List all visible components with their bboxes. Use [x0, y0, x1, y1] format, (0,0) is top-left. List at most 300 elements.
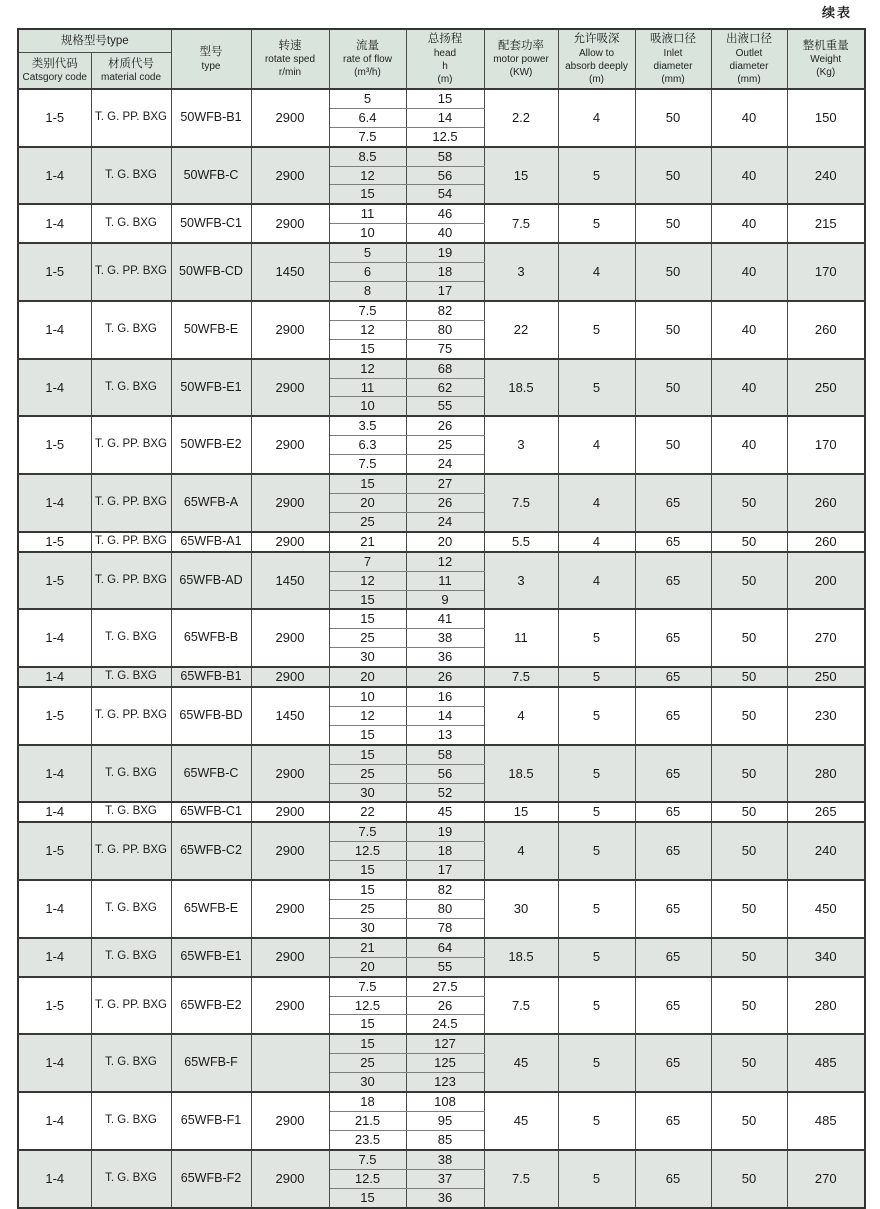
table-row — [18, 880, 865, 899]
head-cell: 82 — [406, 880, 484, 899]
absorb-cell: 4 — [558, 89, 635, 147]
speed-cell: 2900 — [251, 609, 329, 667]
flow-cell: 20 — [329, 493, 406, 512]
flow-cell: 15 — [329, 590, 406, 609]
head-cell: 52 — [406, 783, 484, 802]
speed-cell: 2900 — [251, 822, 329, 880]
absorb-cell: 5 — [558, 1034, 635, 1092]
material-cell: T. G. BXG — [91, 745, 171, 803]
material-cell: T. G. PP. BXG — [91, 532, 171, 552]
header-line: type — [201, 60, 221, 72]
model-cell: 65WFB-C2 — [171, 822, 251, 880]
model-cell: 65WFB-B1 — [171, 667, 251, 687]
outlet-cell: 50 — [711, 1034, 787, 1092]
power-cell: 5.5 — [484, 532, 558, 552]
speed-cell: 2900 — [251, 1092, 329, 1150]
flow-cell: 8 — [329, 282, 406, 301]
power-cell: 45 — [484, 1034, 558, 1092]
power-cell: 45 — [484, 1092, 558, 1150]
table-row — [18, 745, 865, 764]
outlet-cell: 40 — [711, 89, 787, 147]
category-cell: 1-5 — [18, 552, 91, 610]
inlet-cell: 65 — [635, 552, 711, 610]
speed-cell: 2900 — [251, 977, 329, 1035]
power-cell: 18.5 — [484, 745, 558, 803]
header-line: 转速 — [278, 39, 302, 52]
head-cell: 26 — [406, 996, 484, 1015]
outlet-cell: 50 — [711, 687, 787, 745]
head-cell: 95 — [406, 1111, 484, 1130]
flow-cell: 12 — [329, 166, 406, 185]
outlet-cell: 50 — [711, 532, 787, 552]
speed-cell: 2900 — [251, 745, 329, 803]
inlet-cell: 65 — [635, 802, 711, 822]
weight-cell: 150 — [787, 89, 865, 147]
weight-cell: 260 — [787, 474, 865, 532]
outlet-cell: 50 — [711, 1092, 787, 1150]
outlet-cell: 50 — [711, 822, 787, 880]
outlet-cell: 50 — [711, 745, 787, 803]
flow-cell: 25 — [329, 900, 406, 919]
head-cell: 24 — [406, 455, 484, 474]
weight-cell: 270 — [787, 609, 865, 667]
absorb-cell: 4 — [558, 474, 635, 532]
header-line: rotate sped — [264, 54, 316, 66]
weight-cell: 485 — [787, 1034, 865, 1092]
inlet-cell: 50 — [635, 416, 711, 474]
inlet-cell: 50 — [635, 243, 711, 301]
flow-cell: 7 — [329, 552, 406, 571]
header-model — [171, 29, 251, 89]
material-cell: T. G. PP. BXG — [91, 687, 171, 745]
flow-cell: 15 — [329, 339, 406, 358]
model-cell: 65WFB-F2 — [171, 1150, 251, 1208]
flow-cell: 5 — [329, 89, 406, 108]
flow-cell: 23.5 — [329, 1130, 406, 1149]
table-row — [18, 1092, 865, 1111]
speed-cell: 2900 — [251, 532, 329, 552]
flow-cell: 20 — [329, 957, 406, 976]
head-cell: 45 — [406, 802, 484, 822]
head-cell: 56 — [406, 764, 484, 783]
flow-cell: 25 — [329, 764, 406, 783]
category-cell: 1-4 — [18, 802, 91, 822]
outlet-cell: 50 — [711, 474, 787, 532]
header-line: (mm) — [737, 73, 761, 85]
absorb-cell: 5 — [558, 822, 635, 880]
head-cell: 55 — [406, 397, 484, 416]
head-cell: 18 — [406, 263, 484, 282]
absorb-cell: 5 — [558, 147, 635, 205]
speed-cell: 2900 — [251, 802, 329, 822]
model-cell: 65WFB-BD — [171, 687, 251, 745]
absorb-cell: 5 — [558, 687, 635, 745]
table-row — [18, 532, 865, 552]
power-cell: 7.5 — [484, 977, 558, 1035]
head-cell: 36 — [406, 1188, 484, 1207]
head-cell: 78 — [406, 918, 484, 937]
header-line: 型号 — [199, 46, 223, 58]
head-cell: 14 — [406, 108, 484, 127]
header-line: (mm) — [661, 73, 685, 85]
speed-cell: 2900 — [251, 667, 329, 687]
absorb-cell: 4 — [558, 532, 635, 552]
power-cell: 4 — [484, 687, 558, 745]
weight-cell: 450 — [787, 880, 865, 938]
flow-cell: 15 — [329, 861, 406, 880]
flow-cell: 8.5 — [329, 147, 406, 166]
material-cell: T. G. PP. BXG — [91, 243, 171, 301]
weight-cell: 260 — [787, 301, 865, 359]
head-cell: 85 — [406, 1130, 484, 1149]
header-line: (KW) — [509, 67, 533, 79]
inlet-cell: 65 — [635, 880, 711, 938]
weight-cell: 200 — [787, 552, 865, 610]
table-row — [18, 359, 865, 378]
outlet-cell: 40 — [711, 243, 787, 301]
power-cell: 15 — [484, 802, 558, 822]
material-cell: T. G. BXG — [91, 667, 171, 687]
material-cell: T. G. PP. BXG — [91, 89, 171, 147]
flow-cell: 12.5 — [329, 996, 406, 1015]
inlet-cell: 65 — [635, 1092, 711, 1150]
head-cell: 16 — [406, 687, 484, 706]
speed-cell: 1450 — [251, 687, 329, 745]
table-row — [18, 416, 865, 435]
table-row — [18, 1150, 865, 1169]
model-cell: 65WFB-C — [171, 745, 251, 803]
inlet-cell: 65 — [635, 609, 711, 667]
table-row — [18, 552, 865, 571]
weight-cell: 230 — [787, 687, 865, 745]
head-cell: 11 — [406, 571, 484, 590]
header-line: material code — [100, 72, 162, 84]
table-row — [18, 474, 865, 493]
power-cell: 30 — [484, 880, 558, 938]
weight-cell: 270 — [787, 1150, 865, 1208]
head-cell: 80 — [406, 320, 484, 339]
model-cell: 50WFB-B1 — [171, 89, 251, 147]
speed-cell: 2900 — [251, 938, 329, 977]
flow-cell: 30 — [329, 648, 406, 667]
table-row — [18, 938, 865, 957]
head-cell: 12.5 — [406, 127, 484, 146]
model-cell: 50WFB-C — [171, 147, 251, 205]
model-cell: 65WFB-A1 — [171, 532, 251, 552]
header-line: 吸液口径 — [650, 33, 696, 45]
table-row — [18, 977, 865, 996]
outlet-cell: 50 — [711, 977, 787, 1035]
power-cell: 18.5 — [484, 359, 558, 417]
flow-cell: 7.5 — [329, 301, 406, 320]
material-cell: T. G. BXG — [91, 802, 171, 822]
head-cell: 62 — [406, 378, 484, 397]
head-cell: 80 — [406, 900, 484, 919]
category-cell: 1-4 — [18, 301, 91, 359]
speed-cell: 2900 — [251, 147, 329, 205]
table-row — [18, 802, 865, 822]
speed-cell: 2900 — [251, 880, 329, 938]
flow-cell: 12.5 — [329, 1169, 406, 1188]
weight-cell: 170 — [787, 243, 865, 301]
header-line: Weight — [810, 54, 842, 66]
inlet-cell: 65 — [635, 1034, 711, 1092]
material-cell: T. G. BXG — [91, 204, 171, 243]
flow-cell: 3.5 — [329, 416, 406, 435]
flow-cell: 15 — [329, 185, 406, 204]
flow-cell: 10 — [329, 397, 406, 416]
continued-table-label: 续表 — [821, 5, 852, 20]
category-cell: 1-4 — [18, 359, 91, 417]
table-row — [18, 301, 865, 320]
speed-cell: 1450 — [251, 243, 329, 301]
material-cell: T. G. PP. BXG — [91, 822, 171, 880]
head-cell: 58 — [406, 147, 484, 166]
head-cell: 108 — [406, 1092, 484, 1111]
inlet-cell: 65 — [635, 977, 711, 1035]
flow-cell: 15 — [329, 1034, 406, 1053]
category-cell: 1-5 — [18, 532, 91, 552]
flow-cell: 15 — [329, 745, 406, 764]
power-cell: 15 — [484, 147, 558, 205]
flow-cell: 22 — [329, 802, 406, 822]
category-cell: 1-4 — [18, 204, 91, 243]
inlet-cell: 65 — [635, 667, 711, 687]
category-cell: 1-4 — [18, 938, 91, 977]
table-row — [18, 147, 865, 166]
category-cell: 1-4 — [18, 880, 91, 938]
flow-cell: 30 — [329, 918, 406, 937]
model-cell: 50WFB-CD — [171, 243, 251, 301]
material-cell: T. G. BXG — [91, 1034, 171, 1092]
speed-cell: 2900 — [251, 359, 329, 417]
head-cell: 26 — [406, 416, 484, 435]
header-line: 允许吸深 — [573, 33, 620, 45]
head-cell: 56 — [406, 166, 484, 185]
head-cell: 125 — [406, 1054, 484, 1073]
flow-cell: 30 — [329, 1073, 406, 1092]
material-cell: T. G. BXG — [91, 880, 171, 938]
head-cell: 12 — [406, 552, 484, 571]
outlet-cell: 40 — [711, 416, 787, 474]
header-flow — [329, 29, 406, 89]
power-cell: 3 — [484, 552, 558, 610]
header-line: 配套功率 — [498, 39, 544, 52]
power-cell: 4 — [484, 822, 558, 880]
power-cell: 7.5 — [484, 474, 558, 532]
weight-cell: 215 — [787, 204, 865, 243]
model-cell: 65WFB-E — [171, 880, 251, 938]
header-line: absorb deeply — [565, 60, 628, 72]
head-cell: 24.5 — [406, 1015, 484, 1034]
speed-cell: 2900 — [251, 204, 329, 243]
header-inlet — [635, 29, 711, 89]
weight-cell: 485 — [787, 1092, 865, 1150]
inlet-cell: 50 — [635, 89, 711, 147]
flow-cell: 11 — [329, 378, 406, 397]
inlet-cell: 50 — [635, 301, 711, 359]
weight-cell: 240 — [787, 147, 865, 205]
inlet-cell: 50 — [635, 204, 711, 243]
material-cell: T. G. BXG — [91, 1092, 171, 1150]
category-cell: 1-4 — [18, 1092, 91, 1150]
flow-cell: 15 — [329, 1015, 406, 1034]
head-cell: 27 — [406, 474, 484, 493]
head-cell: 54 — [406, 185, 484, 204]
header-category — [18, 53, 91, 89]
header-line: (m) — [589, 73, 604, 85]
table-row — [18, 822, 865, 841]
head-cell: 40 — [406, 224, 484, 243]
absorb-cell: 5 — [558, 609, 635, 667]
flow-cell: 6 — [329, 263, 406, 282]
speed-cell: 2900 — [251, 416, 329, 474]
absorb-cell: 5 — [558, 977, 635, 1035]
flow-cell: 25 — [329, 512, 406, 531]
model-cell: 65WFB-F1 — [171, 1092, 251, 1150]
table-row — [18, 1034, 865, 1053]
header-material — [91, 53, 171, 89]
header-line: 总扬程 — [427, 33, 463, 45]
header-head — [406, 29, 484, 89]
head-cell: 37 — [406, 1169, 484, 1188]
flow-cell: 7.5 — [329, 977, 406, 996]
power-cell: 22 — [484, 301, 558, 359]
head-cell: 46 — [406, 204, 484, 223]
flow-cell: 15 — [329, 880, 406, 899]
category-cell: 1-4 — [18, 474, 91, 532]
model-cell: 65WFB-B — [171, 609, 251, 667]
header-line: 类别代码 — [31, 57, 78, 70]
material-cell: T. G. PP. BXG — [91, 552, 171, 610]
material-cell: T. G. BXG — [91, 301, 171, 359]
power-cell: 7.5 — [484, 667, 558, 687]
table-body — [18, 89, 865, 1208]
header-spec-group-label: 规格型号type — [60, 34, 129, 47]
header-line: 流量 — [356, 39, 379, 52]
speed-cell: 2900 — [251, 474, 329, 532]
head-cell: 20 — [406, 532, 484, 552]
flow-cell: 15 — [329, 474, 406, 493]
head-cell: 9 — [406, 590, 484, 609]
inlet-cell: 65 — [635, 532, 711, 552]
weight-cell: 250 — [787, 359, 865, 417]
material-cell: T. G. BXG — [91, 147, 171, 205]
model-cell: 65WFB-A — [171, 474, 251, 532]
absorb-cell: 4 — [558, 552, 635, 610]
speed-cell: 2900 — [251, 89, 329, 147]
material-cell: T. G. BXG — [91, 609, 171, 667]
head-cell: 27.5 — [406, 977, 484, 996]
absorb-cell: 5 — [558, 1092, 635, 1150]
inlet-cell: 65 — [635, 474, 711, 532]
flow-cell: 21 — [329, 532, 406, 552]
header-line: h — [442, 60, 448, 72]
weight-cell: 265 — [787, 802, 865, 822]
header-power — [484, 29, 558, 89]
head-cell: 38 — [406, 629, 484, 648]
weight-cell: 280 — [787, 977, 865, 1035]
pump-spec-table — [17, 28, 866, 1209]
absorb-cell: 4 — [558, 416, 635, 474]
weight-cell: 250 — [787, 667, 865, 687]
outlet-cell: 40 — [711, 204, 787, 243]
material-cell: T. G. BXG — [91, 1150, 171, 1208]
outlet-cell: 50 — [711, 880, 787, 938]
outlet-cell: 50 — [711, 667, 787, 687]
header-weight — [787, 29, 865, 89]
material-cell: T. G. PP. BXG — [91, 416, 171, 474]
flow-cell: 12 — [329, 706, 406, 725]
header-line: diameter — [729, 60, 769, 72]
flow-cell: 6.4 — [329, 108, 406, 127]
power-cell: 18.5 — [484, 938, 558, 977]
outlet-cell: 40 — [711, 301, 787, 359]
absorb-cell: 4 — [558, 243, 635, 301]
material-cell: T. G. BXG — [91, 938, 171, 977]
model-cell: 50WFB-E — [171, 301, 251, 359]
table-row — [18, 243, 865, 262]
speed-cell: 2900 — [251, 301, 329, 359]
weight-cell: 340 — [787, 938, 865, 977]
flow-cell: 7.5 — [329, 455, 406, 474]
head-cell: 14 — [406, 706, 484, 725]
inlet-cell: 50 — [635, 147, 711, 205]
category-cell: 1-5 — [18, 416, 91, 474]
head-cell: 58 — [406, 745, 484, 764]
power-cell: 2.2 — [484, 89, 558, 147]
weight-cell: 170 — [787, 416, 865, 474]
table-row — [18, 89, 865, 108]
header-speed — [251, 29, 329, 89]
header-line: 整机重量 — [802, 39, 849, 52]
category-cell: 1-5 — [18, 243, 91, 301]
header-line: diameter — [653, 60, 693, 72]
model-cell: 65WFB-E2 — [171, 977, 251, 1035]
head-cell: 82 — [406, 301, 484, 320]
header-line: 材质代号 — [108, 57, 154, 70]
flow-cell: 11 — [329, 204, 406, 223]
flow-cell: 15 — [329, 1188, 406, 1207]
header-outlet — [711, 29, 787, 89]
speed-cell — [251, 1034, 329, 1092]
flow-cell: 25 — [329, 1054, 406, 1073]
inlet-cell: 50 — [635, 359, 711, 417]
header-line: 出液口径 — [726, 33, 772, 45]
head-cell: 41 — [406, 609, 484, 628]
category-cell: 1-4 — [18, 745, 91, 803]
flow-cell: 6.3 — [329, 436, 406, 455]
model-cell: 65WFB-E1 — [171, 938, 251, 977]
category-cell: 1-4 — [18, 1150, 91, 1208]
material-cell: T. G. BXG — [91, 359, 171, 417]
inlet-cell: 65 — [635, 1150, 711, 1208]
absorb-cell: 5 — [558, 880, 635, 938]
power-cell: 3 — [484, 416, 558, 474]
head-cell: 24 — [406, 512, 484, 531]
header-line: (Kg) — [816, 67, 836, 79]
outlet-cell: 40 — [711, 147, 787, 205]
inlet-cell: 65 — [635, 745, 711, 803]
flow-cell: 12 — [329, 571, 406, 590]
head-cell: 26 — [406, 667, 484, 687]
absorb-cell: 5 — [558, 802, 635, 822]
header-line: Outlet — [735, 47, 763, 59]
header-line: motor power — [493, 54, 549, 66]
table-row — [18, 204, 865, 223]
head-cell: 19 — [406, 822, 484, 841]
table-header — [18, 29, 865, 89]
